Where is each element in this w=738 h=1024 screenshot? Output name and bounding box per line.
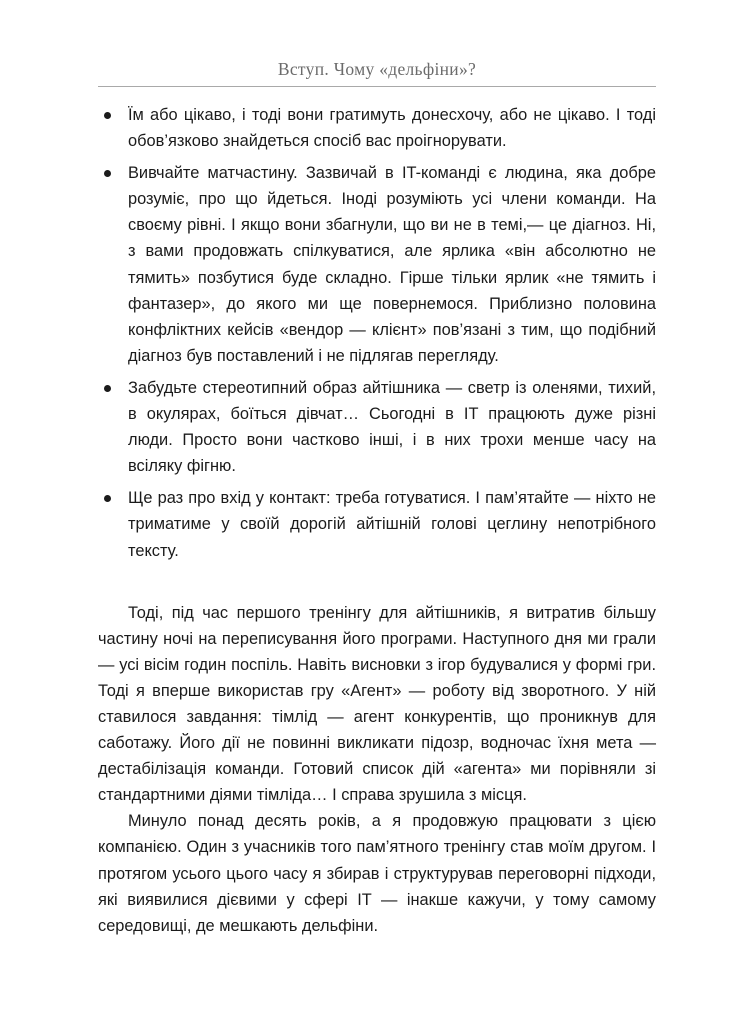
header-divider <box>98 86 656 87</box>
bullet-text: Їм або цікаво, і тоді вони гратимуть донесхочу, або не цікаво. І тоді обов’язково знайдеться спосіб вас проігнорувати. <box>128 106 656 151</box>
page-body <box>98 102 656 939</box>
body-paragraph: Минуло понад десять років, а я продовжую працювати з цією компанією. Один з учасників того пам’ятного тренінгу став моїм другом. І протягом усього цього часу я збирав і структурував переговорні підходи, які виявилися дієвими у сфері IT — інакше кажучи, у тому самому середовищі, де мешкають дельфіни. <box>98 812 656 935</box>
body-paragraph: Тоді, під час першого тренінгу для айтішників, я витратив більшу частину ночі на переписування його програми. Наступного дня ми грали — усі вісім годин поспіль. Навіть висновки з ігор будувалися у формі гри. Тоді я вперше використав гру «Агент» — роботу від зворотного. У ній ставилося завдання: тімлід — агент конкурентів, що проникнув для саботажу. Його дії не повинні викликати підозр, водночас їхня мета — дестабілізація команди. Готовий список дій «агента» ми порівняли зі стандартними діями тімліда… І справа зрушила з місця. <box>98 603 656 805</box>
bullet-item <box>98 160 656 369</box>
bullet-text: Забудьте стереотипний образ айтішника — светр із оленями, тихий, в окулярах, боїться дівчат… Сьогодні в IT працюють дуже різні люди. Просто вони частково інші, і в них трохи менше часу на всіляку фігню. <box>128 378 656 476</box>
bullet-icon <box>104 112 111 119</box>
bullet-text: Вивчайте матчастину. Зазвичай в IT-команді є людина, яка добре розуміє, про що йдеться. Іноді розуміють усі члени команди. На своєму рівні. І якщо вони збагнули, що ви не в темі,— це діагноз. Ні, з вами продовжать спілкуватися, але ярлика «він абсолютно не тямить» позбутися буде складно. Гірше тільки ярлик «не тямить і фантазер», до якого ми ще повернемося. Приблизно половина конфліктних кейсів «вендор — клієнт» пов’язані з тим, що подібний діагноз був поставлений і не підлягав перегляду. <box>128 164 656 365</box>
bullet-text: Ще раз про вхід у контакт: треба готуватися. І пам’ятайте — ніхто не триматиме у своїй дорогій айтішній голові цеглину непотрібного тексту. <box>128 489 656 560</box>
bullet-item <box>98 102 656 154</box>
bullet-icon <box>104 495 111 502</box>
running-header: Вступ. Чому «дельфіни»? <box>277 59 477 79</box>
bullet-item <box>98 375 656 479</box>
bullet-icon <box>104 170 111 177</box>
bullet-item <box>98 485 656 563</box>
bullet-list <box>98 102 656 564</box>
bullet-icon <box>104 385 111 392</box>
